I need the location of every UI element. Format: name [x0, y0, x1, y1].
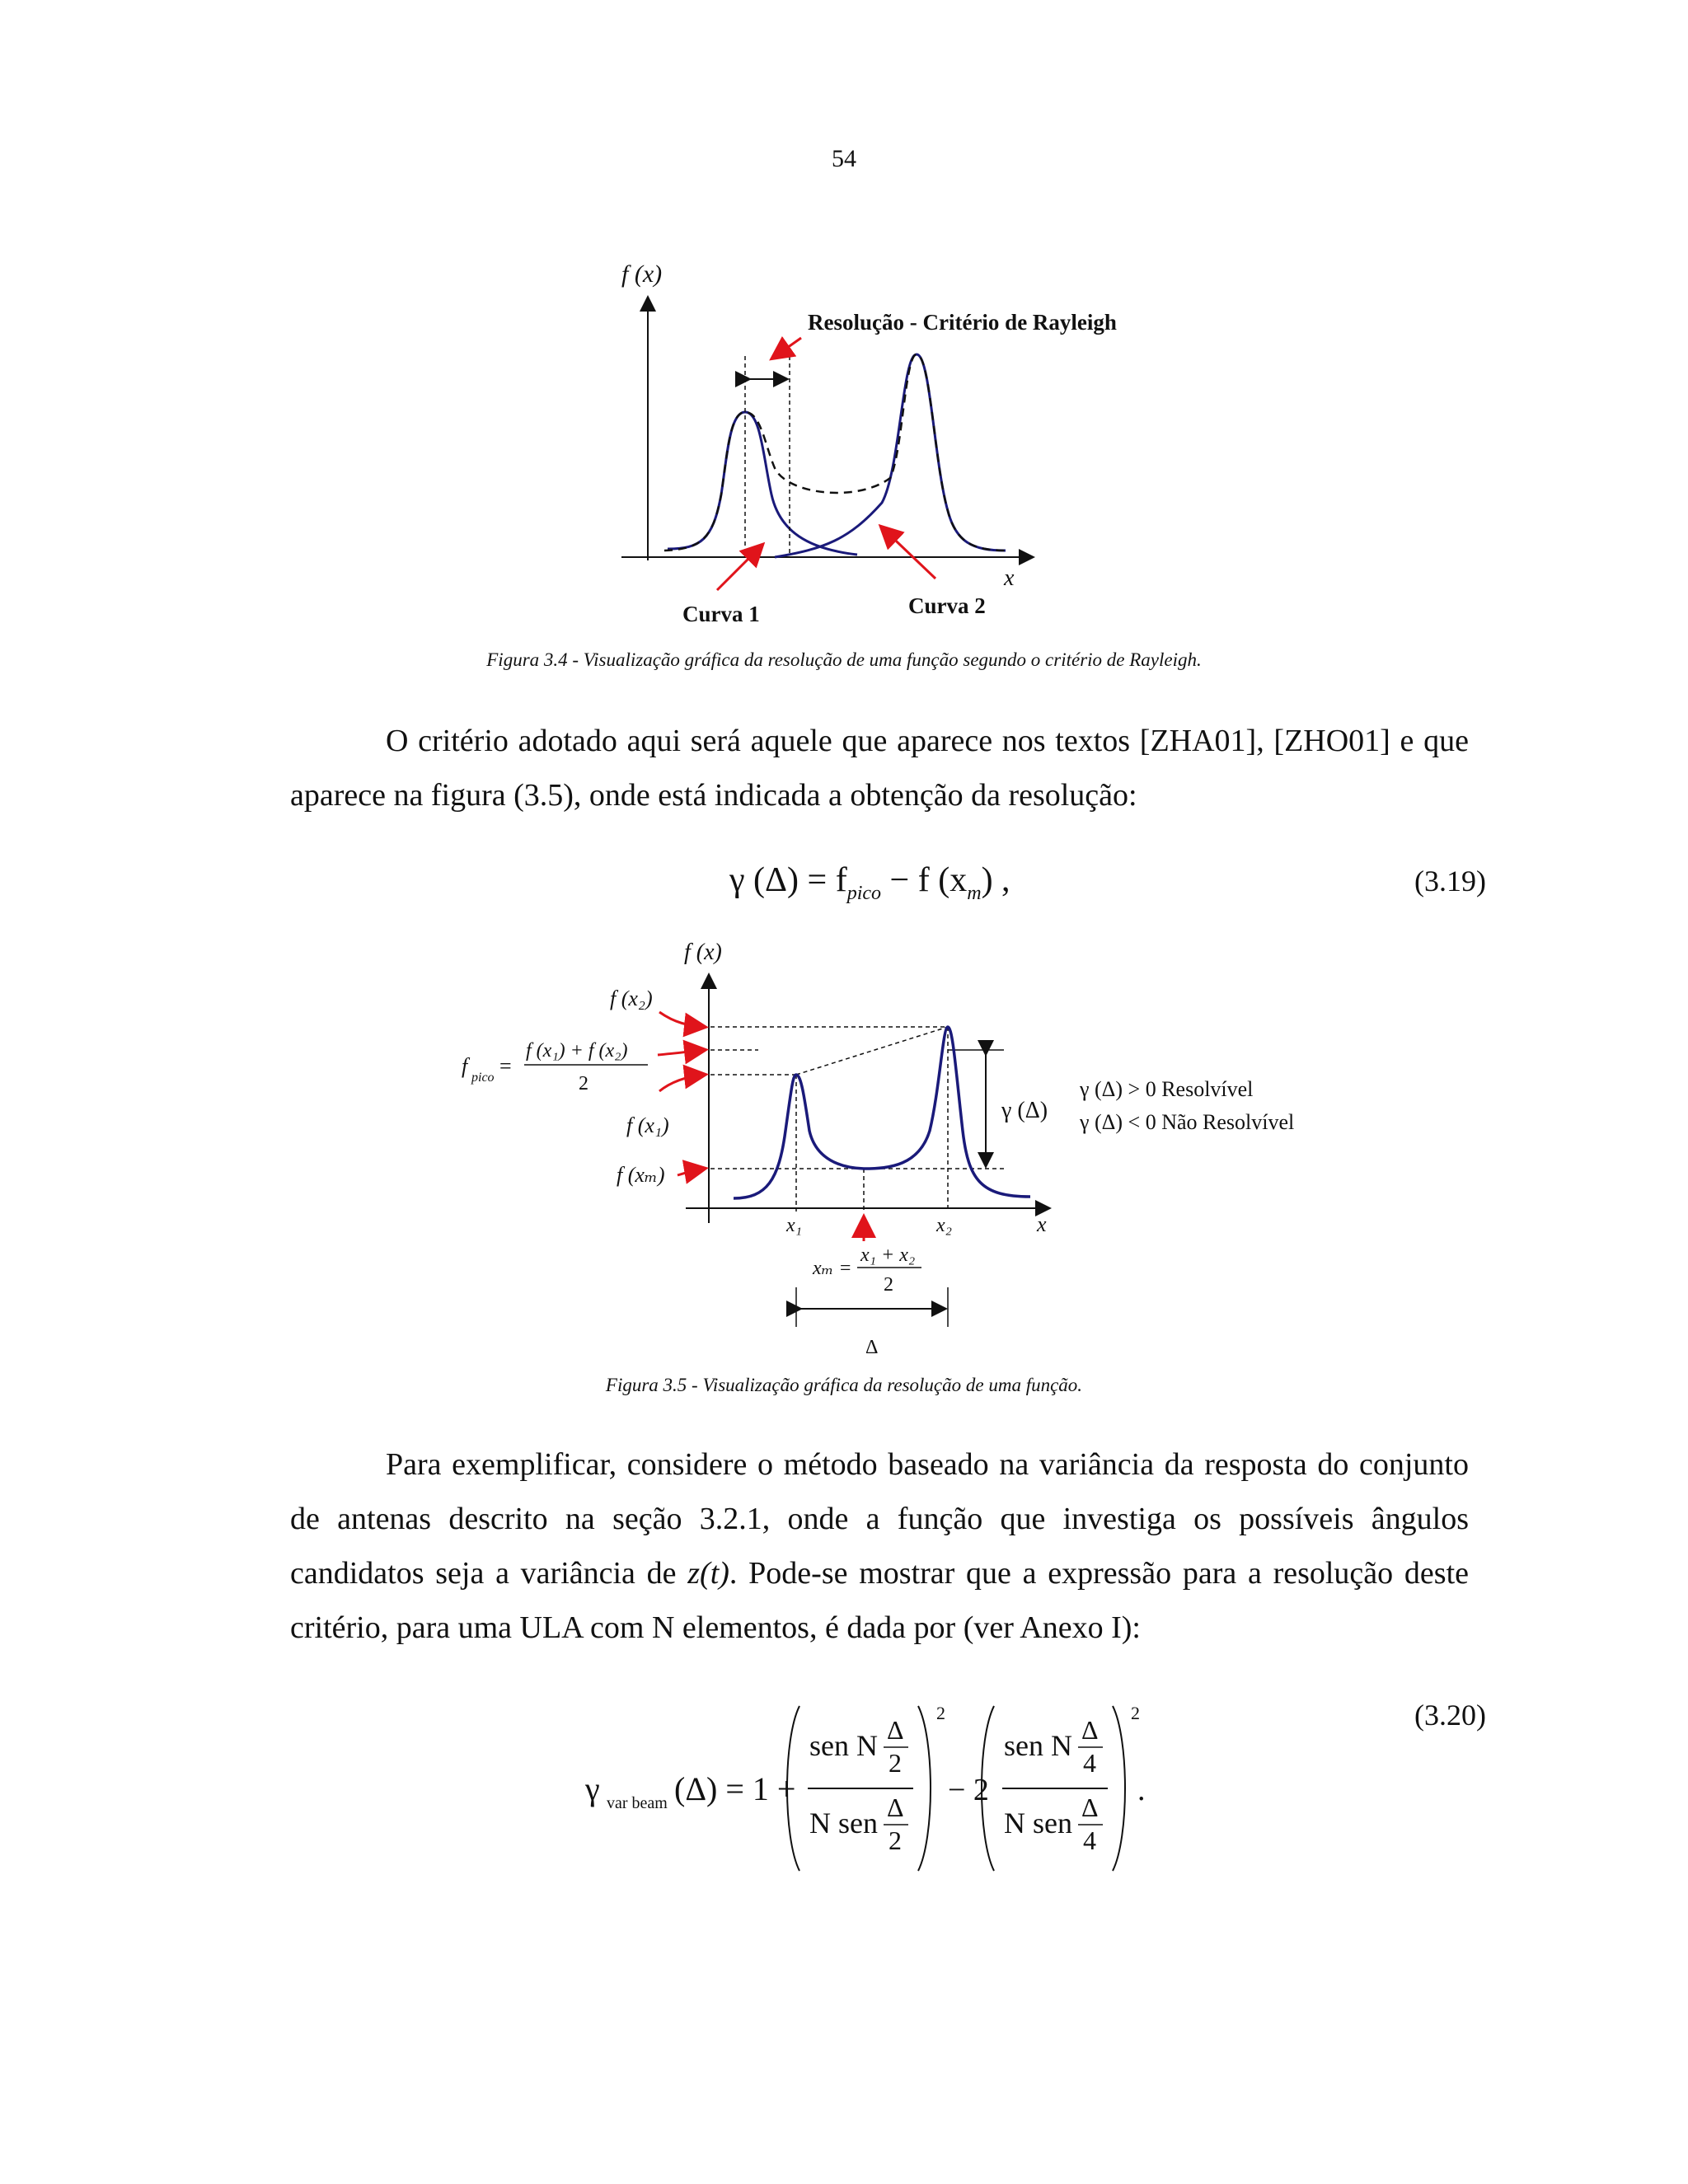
fig2-xm-den: 2	[884, 1274, 893, 1296]
fig1-resolution-label: Resolução - Critério de Rayleigh	[808, 310, 1117, 335]
eq320-sq1: 2	[936, 1703, 945, 1723]
eq320-paren1-right	[918, 1706, 931, 1871]
fig2-fpico-eq: =	[499, 1054, 512, 1078]
eq320-period: .	[1137, 1773, 1146, 1807]
fig2-fx1-pointer	[659, 1075, 704, 1091]
eq319-tail: ) ,	[981, 861, 1010, 899]
fig2-not-resolvable: γ (Δ) < 0 Não Resolvível	[1080, 1110, 1295, 1134]
eq320-sq2: 2	[1131, 1703, 1140, 1723]
fig2-gamma-label: γ (Δ)	[1001, 1098, 1048, 1123]
fig2-fx2-pointer	[659, 1012, 704, 1027]
eq320-bot2: 4	[1083, 1748, 1096, 1778]
eq320-top2: Δ	[1081, 1715, 1099, 1745]
fig2-fpico-den: 2	[579, 1073, 588, 1094]
fig2-fxm-label: f (xₘ)	[617, 1163, 665, 1187]
fig2-fpico-pointer	[658, 1050, 704, 1055]
fig2-fpico-num: f (x₁) + f (x₂)	[526, 1040, 628, 1062]
fig2-resolvable: γ (Δ) > 0 Resolvível	[1080, 1077, 1254, 1101]
figure1-caption: Figura 3.4 - Visualização gráfica da resolução de uma função segundo o critério de Rayleigh.	[486, 649, 1202, 670]
eq320-minus2: − 2	[948, 1773, 989, 1807]
fig2-xm-num: x₁ + x₂	[860, 1244, 916, 1266]
figure2-caption: Figura 3.5 - Visualização gráfica da resolução de uma função.	[605, 1375, 1083, 1395]
eq320-den1: N sen	[809, 1807, 878, 1840]
eq320-top1: Δ	[887, 1715, 904, 1745]
fig2-y-label: f (x)	[684, 940, 722, 965]
fig1-resolution-pointer	[773, 338, 801, 358]
fig2-x2-label: x₂	[936, 1215, 952, 1236]
eq320-bot2b: 4	[1083, 1825, 1096, 1855]
eq320-lhs: (Δ) = 1 +	[674, 1770, 796, 1807]
fig1-curve1-label: Curva 1	[682, 602, 760, 626]
fig2-fpico-sub: pico	[471, 1071, 495, 1085]
equation-3-19-number: (3.19)	[1414, 865, 1486, 898]
eq320-sub: var beam	[607, 1794, 668, 1812]
paragraph-2-part-a: Para exemplificar, considere o método baseado na variância da resposta do conjunto de antenas descrito na seção 3.2.1, onde a função que investiga os possíveis ângulos candidatos seja a variância de	[290, 1447, 1469, 1591]
equation-3-20-number: (3.20)	[1414, 1699, 1486, 1732]
eq320-top2b: Δ	[1081, 1793, 1099, 1822]
eq319-sub-m: m	[967, 883, 982, 904]
fig2-x-label: x	[1037, 1212, 1047, 1236]
fig1-curve2-pointer	[882, 527, 935, 579]
fig1-sum-curve	[664, 354, 1007, 551]
figure-rayleigh	[610, 247, 1187, 643]
fig2-delta-label: Δ	[865, 1337, 879, 1358]
figure-resolution	[453, 933, 1327, 1394]
eq320-bot1: 2	[889, 1748, 902, 1778]
eq320-bot1b: 2	[889, 1825, 902, 1855]
eq320-den2: N sen	[1004, 1807, 1072, 1840]
fig1-curve1-pointer	[717, 546, 762, 590]
equation-3-20	[577, 1690, 1187, 1879]
eq319-minus: − f (x	[881, 861, 968, 899]
eq320-num2: sen N	[1004, 1729, 1072, 1762]
eq320-num1: sen N	[809, 1729, 878, 1762]
fig2-fx2-label: f (x₂)	[610, 987, 653, 1010]
fig2-fpico-label: f	[462, 1054, 468, 1078]
eq319-lhs: γ (Δ) = f	[729, 861, 847, 899]
page-number: 54	[832, 145, 856, 172]
fig2-fx1-label: f (x₁)	[626, 1113, 669, 1137]
paragraph-2	[290, 1437, 1469, 1655]
equation-3-19	[729, 860, 1010, 905]
fig1-curve2	[775, 354, 1006, 557]
fig1-y-label: f (x)	[621, 260, 663, 288]
fig1-curve1	[668, 412, 857, 555]
fig2-chord	[796, 1027, 948, 1075]
fig2-x1-label: x₁	[786, 1215, 802, 1236]
fig1-curve2-label: Curva 2	[908, 593, 986, 618]
eq319-sub-pico: pico	[846, 883, 882, 904]
eq320-gamma: γ	[585, 1770, 600, 1807]
fig2-fxm-pointer	[678, 1169, 704, 1175]
eq320-top1b: Δ	[887, 1793, 904, 1822]
paragraph-1	[290, 714, 1469, 823]
fig1-x-label: x	[1004, 565, 1015, 591]
paragraph-2-text	[290, 1437, 1469, 1655]
fig2-xm-lhs: xₘ =	[813, 1258, 852, 1279]
paragraph-2-variable: z(t)	[687, 1556, 729, 1591]
paragraph-1-text: O critério adotado aqui será aquele que aparece nos textos [ZHA01], [ZHO01] e que aparece na figura (3.5), onde está indicada a obtenção da resolução:	[290, 724, 1469, 813]
paragraph-2-part-b: . Pode-se mostrar que a expressão para a resolução deste critério, para uma ULA com N elementos, é dada por (ver Anexo I):	[290, 1556, 1469, 1645]
eq320-paren2-right	[1113, 1706, 1125, 1871]
